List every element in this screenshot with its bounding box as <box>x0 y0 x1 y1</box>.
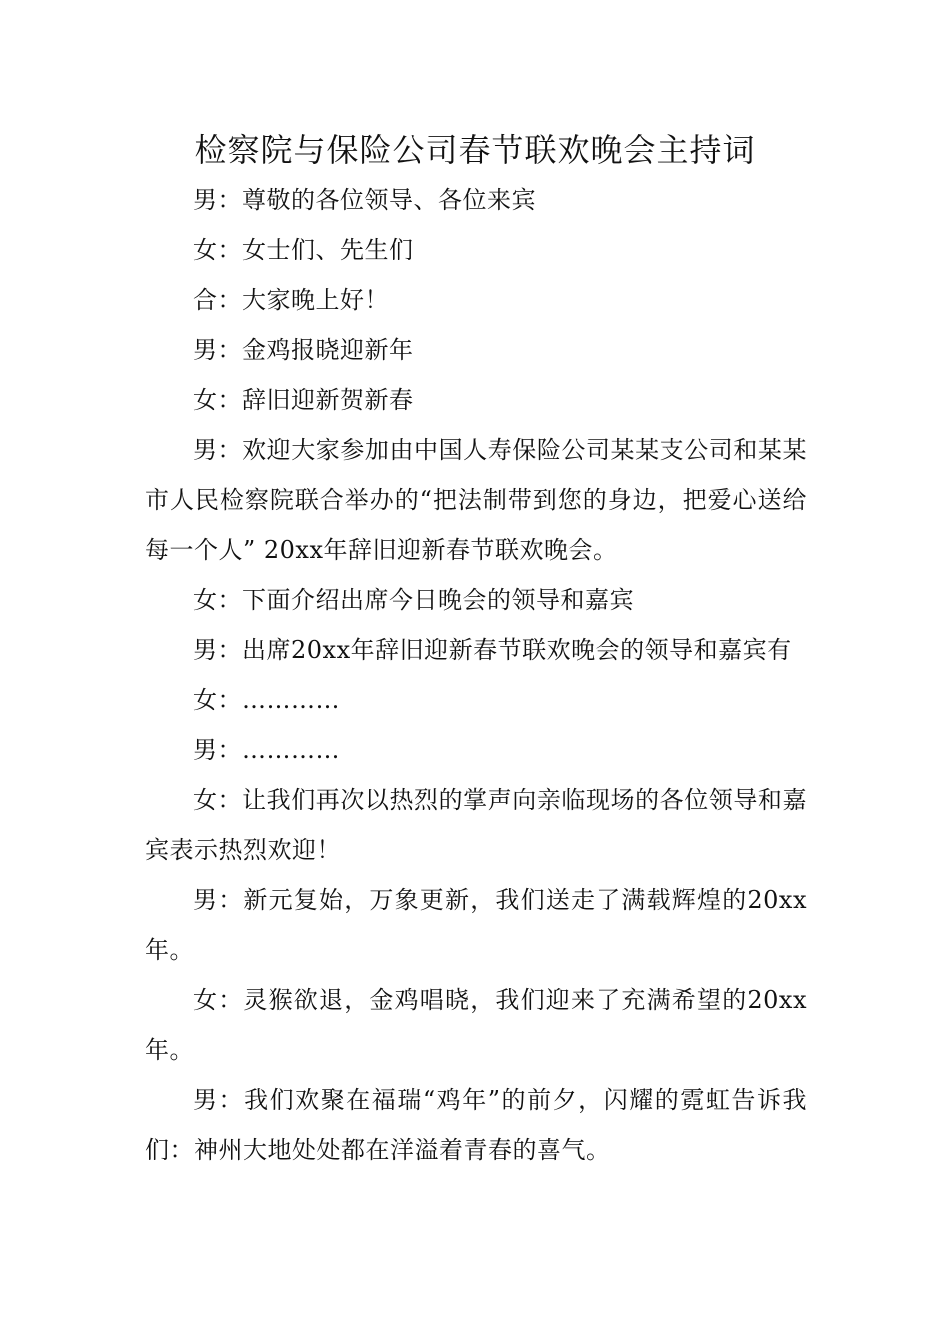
paragraph: 男：………… <box>193 736 340 764</box>
paragraph: 女：女士们、先生们 <box>193 236 414 264</box>
paragraph: 女：灵猴欲退，金鸡唱晓，我们迎来了充满希望的20xx年。 <box>145 986 807 1064</box>
document-title: 检察院与保险公司春节联欢晚会主持词 <box>194 131 756 169</box>
paragraph: 女：让我们再次以热烈的掌声向亲临现场的各位领导和嘉宾表示热烈欢迎！ <box>145 786 807 864</box>
paragraph: 女：辞旧迎新贺新春 <box>193 386 414 414</box>
paragraph: 男：欢迎大家参加由中国人寿保险公司某某支公司和某某市人民检察院联合举办的“把法制带到您的身边，把爱心送给每一个人” 20xx年辞旧迎新春节联欢晚会。 <box>145 436 807 564</box>
paragraph: 男：金鸡报晓迎新年 <box>193 336 414 364</box>
paragraph: 男：新元复始，万象更新，我们送走了满载辉煌的20xx年。 <box>145 886 807 964</box>
document-body <box>145 175 807 1175</box>
paragraph: 合：大家晚上好！ <box>193 286 389 314</box>
paragraph: 男：出席20xx年辞旧迎新春节联欢晚会的领导和嘉宾有 <box>193 636 792 664</box>
paragraph: 男：尊敬的各位领导、各位来宾 <box>193 186 536 214</box>
paragraph: 男：我们欢聚在福瑞“鸡年”的前夕，闪耀的霓虹告诉我们：神州大地处处都在洋溢着青春的喜气。 <box>145 1086 807 1164</box>
paragraph: 女：………… <box>193 686 340 714</box>
paragraph: 女：下面介绍出席今日晚会的领导和嘉宾 <box>193 586 634 614</box>
